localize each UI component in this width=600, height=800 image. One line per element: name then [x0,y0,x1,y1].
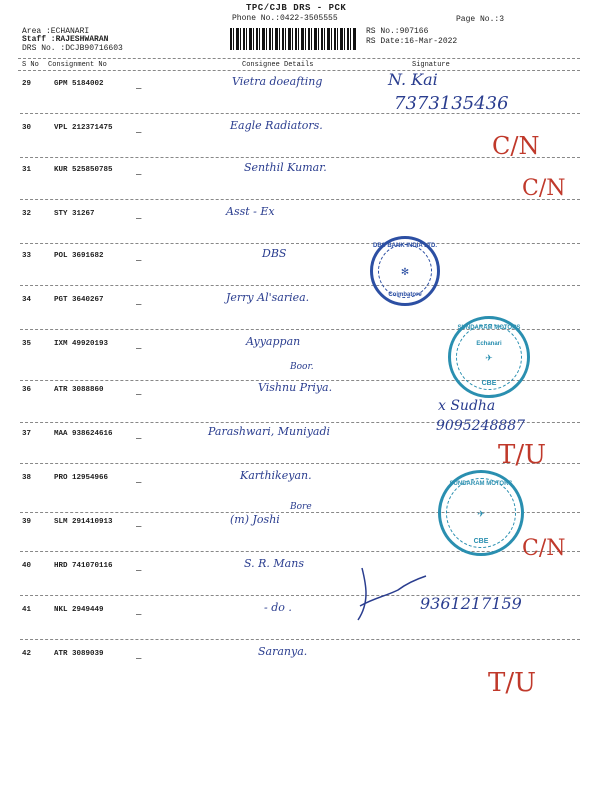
sundaram-motors-stamp-2: SUNDARAM MOTORS ✈ CBE [438,470,524,556]
col-consignment: Consignment No [48,61,107,69]
signature-scribble [340,562,430,626]
row-consignment: VPL 212371475 [54,124,113,132]
col-signature: Signature [412,61,450,69]
row-consignment: NKL 2949449 [54,606,104,614]
row-sno: 42 [22,650,32,658]
row-consignment: ATR 3088860 [54,386,104,394]
row-dash: – [136,566,142,576]
row-sno: 36 [22,386,32,394]
row-dash: – [136,434,142,444]
signature-row36-phone: 9095248887 [436,418,526,434]
page-number: Page No.:3 [456,15,505,24]
row-consignment: STY 31267 [54,210,95,218]
dbs-bank-stamp: DBS BANK INDIA LTD. ✻ Coimbatore [370,236,440,306]
row-consignee: Vietra doeafting [232,75,323,88]
row-consignee: Ayyappan [246,335,301,348]
row-consignment: IXM 49920193 [54,340,109,348]
remark-tu-1: T/U [498,440,547,470]
row-consignee: (m) Joshi [230,513,280,526]
barcode [230,28,356,50]
phone-number: Phone No.:0422-3505555 [232,14,338,23]
row-sno: 30 [22,124,32,132]
row-dash: – [136,390,142,400]
signature-row36-name: x Sudha [438,398,496,414]
col-sno: S No [22,61,39,69]
row-dash: – [136,344,142,354]
row-sno: 35 [22,340,32,348]
remark-tu-2: T/U [488,668,537,698]
row-dash: – [136,128,142,138]
row-rule [20,199,580,200]
header-rule-bottom [18,70,580,71]
rs-number: RS No.:907166 [366,27,429,36]
document-title: TPC/CJB DRS - PCK [246,3,347,13]
signature-row41-phone: 9361217159 [420,594,522,613]
signature-row29-phone: 7373135436 [394,93,509,114]
row-dash: – [136,214,142,224]
remark-cn-3: C/N [522,536,566,561]
row-sno: 40 [22,562,32,570]
row-consignee: S. R. Mans [244,557,304,570]
remark-cn-2: C/N [522,176,566,201]
row-sno: 41 [22,606,32,614]
row-consignment: PRO 12954966 [54,474,109,482]
row-dash: – [136,170,142,180]
row-consignee: Saranya. [258,645,308,658]
dbs-logo-icon: ✻ [401,264,409,278]
row-note: Boor. [290,362,314,372]
signature-row29-name: N. Kai [388,70,438,89]
sundaram-logo-icon: ✈ [477,506,485,520]
row-consignee: Asst - Ex [226,205,275,218]
row-sno: 33 [22,252,32,260]
row-dash: – [136,256,142,266]
row-sno: 39 [22,518,32,526]
row-sno: 37 [22,430,32,438]
row-consignment: MAA 938624616 [54,430,113,438]
area-label: Area :ECHANARI [22,27,90,36]
row-consignee: DBS [262,247,287,260]
row-sno: 32 [22,210,32,218]
table-row [0,205,600,250]
table-row [0,247,600,292]
row-rule [20,243,580,244]
row-consignee: Eagle Radiators. [230,119,323,132]
table-row [0,161,600,206]
header-rule [18,58,580,59]
staff-label: Staff :RAJESHWARAN [22,35,109,44]
row-dash: – [136,478,142,488]
row-consignee: Jerry Al'sariea. [226,291,310,304]
rs-date: RS Date:16-Mar-2022 [366,37,458,46]
row-consignee: - do . [264,601,292,614]
row-consignee: Karthikeyan. [240,469,312,482]
row-consignment: HRD 741070116 [54,562,113,570]
row-dash: – [136,84,142,94]
row-rule [20,639,580,640]
row-consignee: Senthil Kumar. [244,161,327,174]
drs-number: DRS No. :DCJB90716603 [22,44,123,53]
row-sno: 29 [22,80,32,88]
row-sno: 34 [22,296,32,304]
row-consignment: ATR 3089039 [54,650,104,658]
row-sno: 38 [22,474,32,482]
row-consignment: KUR 525850785 [54,166,113,174]
sundaram-logo-icon: ✈ [485,350,493,364]
sundaram-motors-stamp-1: SUNDARAM MOTORS Echanari ✈ CBE [448,316,530,398]
row-dash: – [136,610,142,620]
col-consignee: Consignee Details [242,61,314,69]
row-rule [20,463,580,464]
row-rule [20,285,580,286]
row-consignment: SLM 291410913 [54,518,113,526]
row-consignment: PGT 3640267 [54,296,104,304]
row-dash: – [136,300,142,310]
row-dash: – [136,654,142,664]
row-note: Bore [290,502,312,512]
row-consignee: Parashwari, Muniyadi [208,425,331,438]
row-dash: – [136,522,142,532]
row-consignment: GPM 5184002 [54,80,104,88]
row-consignee: Vishnu Priya. [258,381,333,394]
remark-cn-1: C/N [492,132,540,160]
row-consignment: POL 3691682 [54,252,104,260]
row-sno: 31 [22,166,32,174]
